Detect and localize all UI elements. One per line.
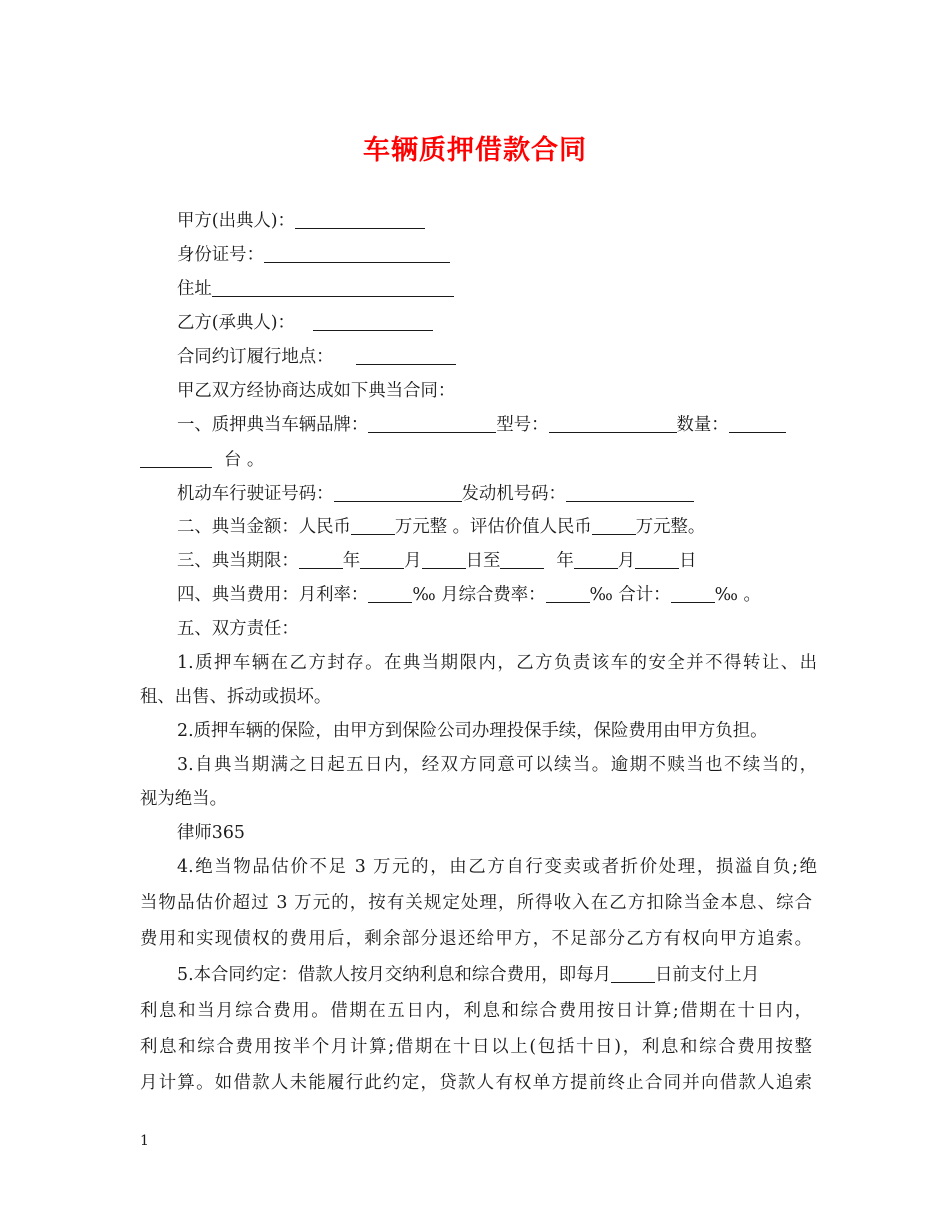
clause2-line: 2.质押车辆的保险，由甲方到保险公司办理投保手续，保险费用由甲方负担。	[177, 721, 768, 741]
document-title: 车辆质押借款合同	[363, 135, 587, 166]
blank	[264, 245, 450, 263]
clause4-line2: 当物品估价超过 3 万元的，按有关规定处理，所得收入在乙方扣除当金本息、综合	[140, 893, 812, 913]
clause3-line2: 视为绝当。	[140, 789, 227, 809]
clause4-line3: 费用和实现债权的费用后，剩余部分退还给甲方，不足部分乙方有权向甲方追索。	[140, 929, 812, 949]
clause1-line1: 1.质押车辆在乙方封存。在典当期限内，乙方负责该车的安全并不得转让、出	[177, 653, 817, 673]
party-a-field: 甲方(出典人)：	[177, 210, 817, 232]
clause5-line3: 利息和综合费用按半个月计算;借期在十日以上(包括十日)，利息和综合费用按整	[140, 1037, 812, 1057]
blank	[313, 313, 433, 331]
vehicle-line: 机动车行驶证号码： 发动机号码：	[177, 483, 817, 505]
item1-line-2: 台 。	[140, 449, 812, 471]
item5-heading: 五、双方责任：	[177, 619, 299, 639]
intro-text: 甲乙双方经协商达成如下典当合同：	[177, 381, 456, 401]
clause3-line1: 3.自典当期满之日起五日内，经双方同意可以续当。逾期不赎当也不续当的，	[177, 755, 817, 775]
item4-line: 四、典当费用：月利率： ‰ 月综合费率： ‰ 合计： ‰ 。	[177, 585, 761, 605]
blank	[295, 211, 425, 229]
item3-line: 三、典当期限： 年 月 日至 年 月 日	[177, 551, 697, 571]
blank	[356, 347, 456, 365]
clause1-line2: 租、出售、拆动或损坏。	[140, 687, 332, 707]
page-number: 1	[140, 1133, 149, 1149]
item1-line: 一、质押典当车辆品牌： 型号： 数量：	[177, 414, 817, 436]
id-number-field: 身份证号：	[177, 244, 817, 266]
clause5-line1: 5.本合同约定：借款人按月交纳利息和综合费用，即每月 日前支付上月	[177, 965, 760, 985]
clause5-line2: 利息和当月综合费用。借期在五日内，利息和综合费用按日计算;借期在十日内，	[140, 1001, 812, 1021]
party-b-field: 乙方(承典人)：	[177, 312, 817, 334]
blank	[212, 279, 454, 297]
place-field: 合同约订履行地点：	[177, 346, 817, 368]
clause4-line1: 4.绝当物品估价不足 3 万元的，由乙方自行变卖或者折价处理，损溢自负;绝	[177, 857, 817, 877]
watermark-text: 律师365	[177, 823, 245, 843]
address-field: 住址	[177, 278, 817, 300]
item2-line: 二、典当金额：人民币 万元整 。评估价值人民币 万元整。	[177, 517, 706, 537]
clause5-line4: 月计算。如借款人未能履行此约定，贷款人有权单方提前终止合同并向借款人追索	[140, 1073, 812, 1093]
